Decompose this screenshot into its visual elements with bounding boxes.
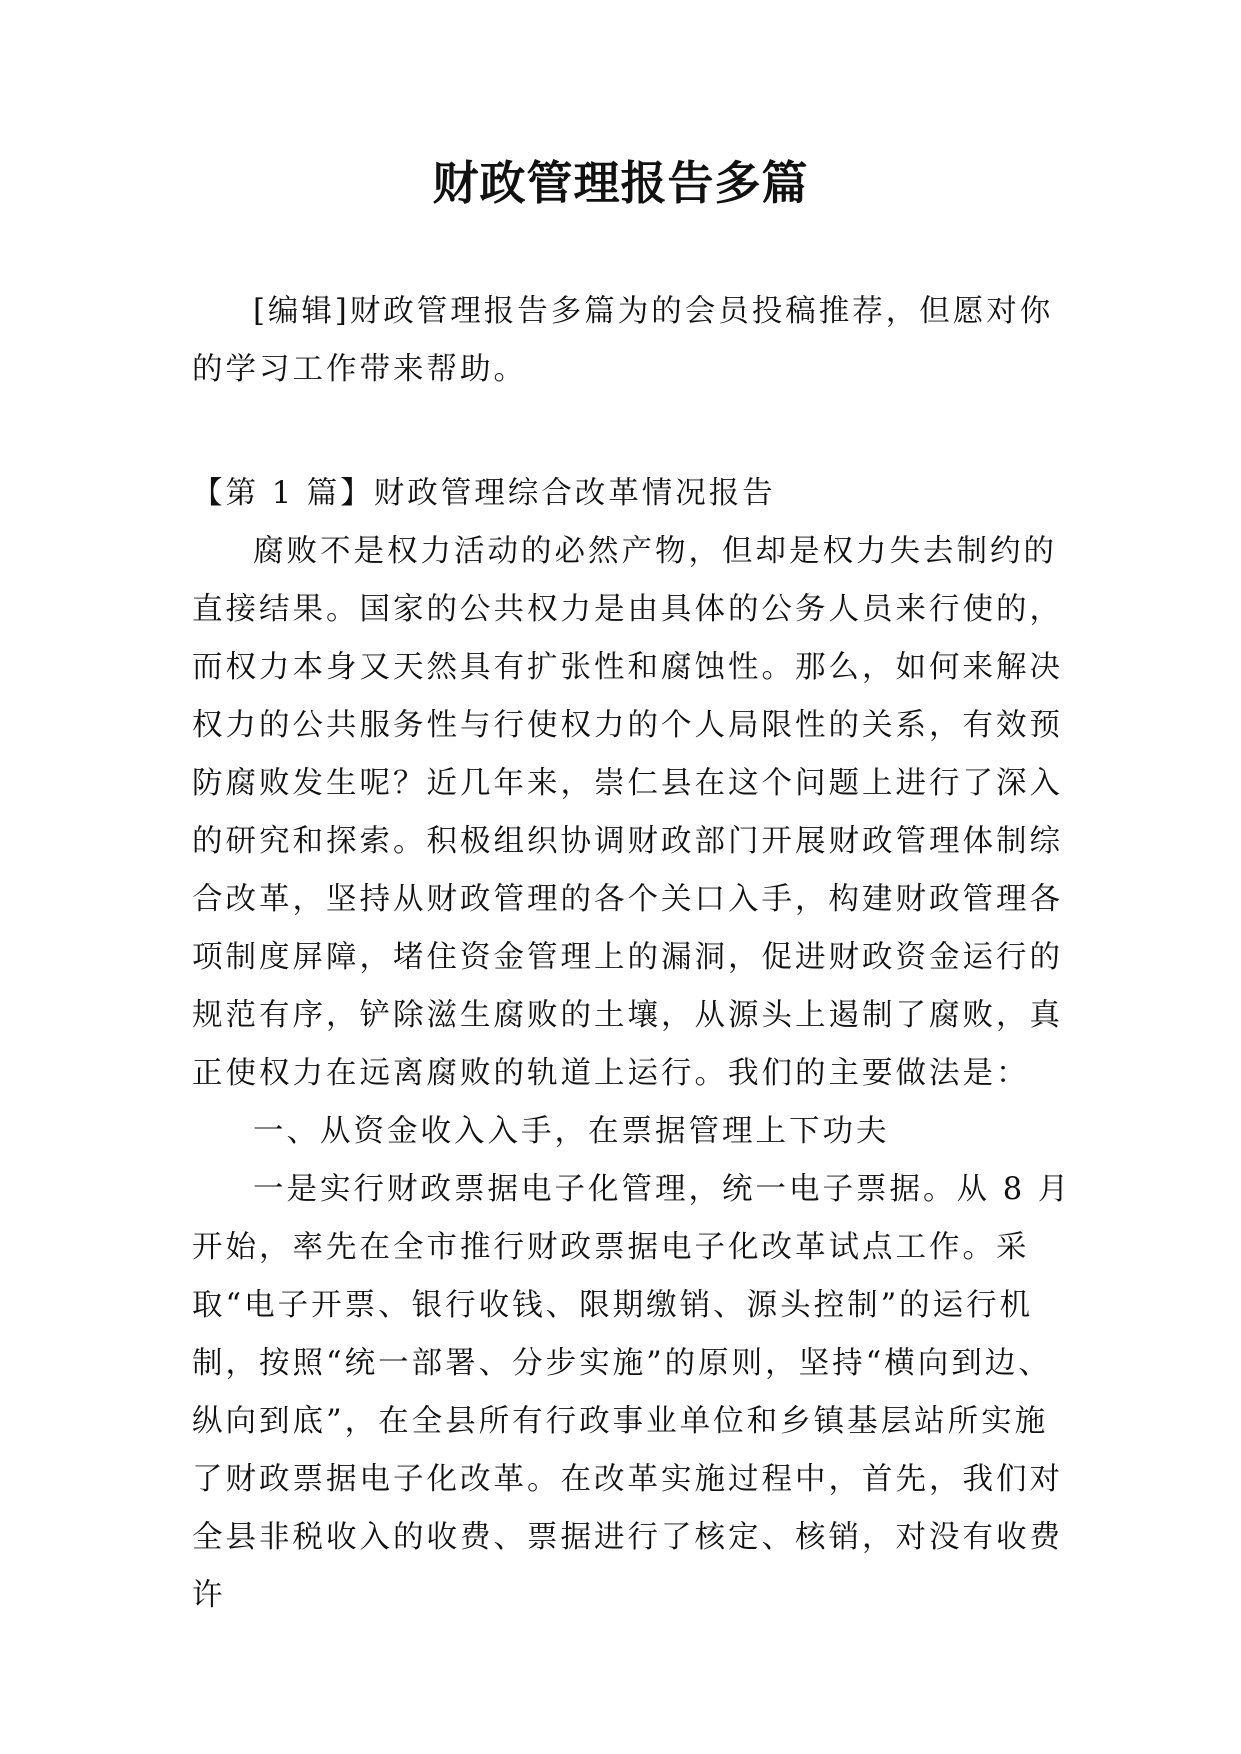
article-body <box>192 465 1072 1625</box>
section-heading-1: 一、从资金收入入手，在票据管理上下功夫 <box>253 1114 890 1149</box>
intro-paragraph: [编辑]财政管理报告多篇为的会员投稿推荐，但愿对你的学习工作带来帮助。 <box>192 294 1054 387</box>
body-paragraph: 一是实行财政票据电子化管理，统一电子票据。从 8 月开始，率先在全市推行财政票据电子化改革试点工作。采取“电子开票、银行收钱、限期缴销、源头控制”的运行机制，按照“统一部署、分步实施”的原则，坚持“横向到边、纵向到底”，在全县所有行政事业单位和乡镇基层站所实施了财政票据电子化改革。在改革实施过程中，首先，我们对全县非税收入的收费、票据进行了核定、核销，对没有收费许 <box>192 1172 1072 1613</box>
document-title: 财政管理报告多篇 <box>432 156 809 210</box>
body-paragraph: 腐败不是权力活动的必然产物，但却是权力失去制约的直接结果。国家的公共权力是由具体的公务人员来行使的，而权力本身又天然具有扩张性和腐蚀性。那么，如何来解决权力的公共服务性与行使权力的个人局限性的关系，有效预防腐败发生呢？近几年来，崇仁县在这个问题上进行了深入的研究和探索。积极组织协调财政部门开展财政管理体制综合改革，坚持从财政管理的各个关口入手，构建财政管理各项制度屏障，堵住资金管理上的漏洞，促进财政资金运行的规范有序，铲除滋生腐败的土壤，从源头上遏制了腐败，真正使权力在远离腐败的轨道上运行。我们的主要做法是： <box>192 534 1063 1091</box>
article-heading: 【第 1 篇】财政管理综合改革情况报告 <box>192 476 776 511</box>
